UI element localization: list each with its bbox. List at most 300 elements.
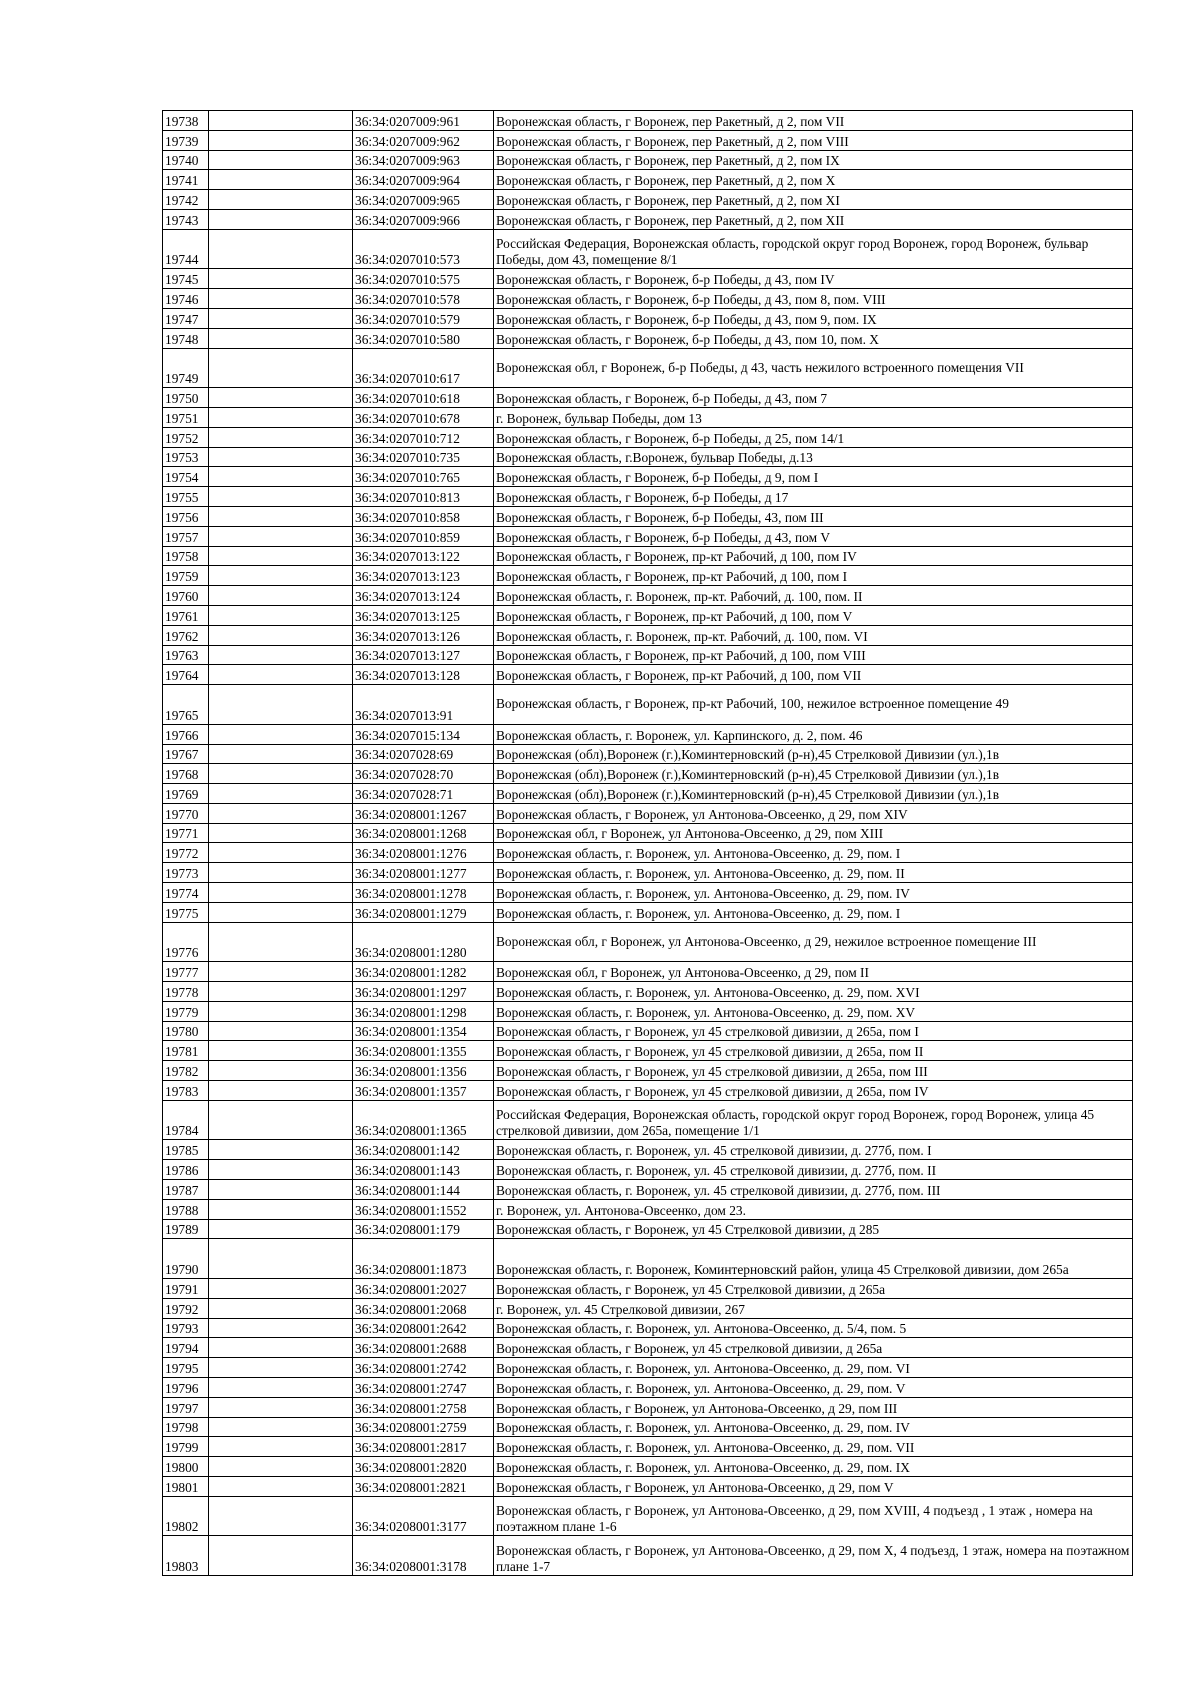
row-number-cell: 19759 <box>163 566 209 586</box>
row-number-cell: 19789 <box>163 1219 209 1239</box>
table-row <box>163 962 1133 982</box>
cadastral-number-cell: 36:34:0208001:1297 <box>353 982 494 1002</box>
address-cell: Воронежская область, г Воронеж, ул 45 стрелковой дивизии, д 265а, пом I <box>494 1021 1133 1041</box>
table-row <box>163 566 1133 586</box>
address-cell: Воронежская область, г Воронеж, ул Антонова-Овсеенко, д 29, пом XVIII, 4 подъезд , 1 этаж , номера на поэтажном плане 1-6 <box>494 1496 1133 1536</box>
row-number-cell: 19775 <box>163 902 209 922</box>
table-row <box>163 902 1133 922</box>
cadastral-number-cell: 36:34:0208001:2688 <box>353 1338 494 1358</box>
table-row <box>163 843 1133 863</box>
row-number-cell: 19749 <box>163 348 209 388</box>
table-row <box>163 506 1133 526</box>
table-row <box>163 209 1133 229</box>
address-cell: Воронежская область, г Воронеж, ул 45 Стрелковой дивизии, д 285 <box>494 1219 1133 1239</box>
row-number-cell: 19768 <box>163 764 209 784</box>
cadastral-number-cell: 36:34:0207013:125 <box>353 605 494 625</box>
table-row <box>163 1437 1133 1457</box>
address-cell: Воронежская область, г. Воронеж, ул. Антонова-Овсеенко, д. 29, пом. XVI <box>494 982 1133 1002</box>
address-cell: Воронежская область, г. Воронеж, ул. Антонова-Овсеенко, д. 5/4, пом. 5 <box>494 1318 1133 1338</box>
empty-cell <box>209 1417 353 1437</box>
address-cell: Воронежская область, г. Воронеж, ул. Антонова-Овсеенко, д. 29, пом. I <box>494 902 1133 922</box>
empty-cell <box>209 744 353 764</box>
cadastral-number-cell: 36:34:0208001:1267 <box>353 803 494 823</box>
cadastral-number-cell: 36:34:0208001:2642 <box>353 1318 494 1338</box>
table-row <box>163 1081 1133 1101</box>
table-row <box>163 982 1133 1002</box>
table-row <box>163 388 1133 408</box>
row-number-cell: 19776 <box>163 922 209 962</box>
row-number-cell: 19765 <box>163 685 209 725</box>
address-cell: Воронежская область, г. Воронеж, ул. Антонова-Овсеенко, д. 29, пом. I <box>494 843 1133 863</box>
row-number-cell: 19792 <box>163 1298 209 1318</box>
row-number-cell: 19744 <box>163 229 209 269</box>
cadastral-number-cell: 36:34:0207013:124 <box>353 586 494 606</box>
address-cell: Воронежская область, г Воронеж, пр-кт Рабочий, д 100, пом IV <box>494 546 1133 566</box>
address-cell: Воронежская область, г Воронеж, б-р Победы, д 43, пом 7 <box>494 388 1133 408</box>
empty-cell <box>209 1041 353 1061</box>
cadastral-number-cell: 36:34:0208001:1279 <box>353 902 494 922</box>
address-cell: г. Воронеж, ул. Антонова-Овсеенко, дом 23. <box>494 1199 1133 1219</box>
address-cell: г. Воронеж, бульвар Победы, дом 13 <box>494 407 1133 427</box>
empty-cell <box>209 1536 353 1576</box>
cadastral-number-cell: 36:34:0207010:580 <box>353 328 494 348</box>
empty-cell <box>209 427 353 447</box>
address-cell: Воронежская область, г Воронеж, б-р Победы, д 9, пом I <box>494 467 1133 487</box>
cadastral-number-cell: 36:34:0208001:1357 <box>353 1081 494 1101</box>
row-number-cell: 19755 <box>163 487 209 507</box>
row-number-cell: 19779 <box>163 1001 209 1021</box>
address-cell: Воронежская (обл),Воронеж (г.),Коминтерновский (р-н),45 Стрелковой Дивизии (ул.),1в <box>494 764 1133 784</box>
empty-cell <box>209 467 353 487</box>
cadastral-number-cell: 36:34:0208001:3178 <box>353 1536 494 1576</box>
row-number-cell: 19797 <box>163 1397 209 1417</box>
row-number-cell: 19790 <box>163 1239 209 1279</box>
address-cell: Воронежская (обл),Воронеж (г.),Коминтерновский (р-н),45 Стрелковой Дивизии (ул.),1в <box>494 784 1133 804</box>
address-cell: Воронежская область, г. Воронеж, пр-кт. Рабочий, д. 100, пом. II <box>494 586 1133 606</box>
empty-cell <box>209 586 353 606</box>
cadastral-number-cell: 36:34:0208001:2747 <box>353 1378 494 1398</box>
empty-cell <box>209 487 353 507</box>
table-row <box>163 487 1133 507</box>
table-row <box>163 1457 1133 1477</box>
empty-cell <box>209 605 353 625</box>
empty-cell <box>209 328 353 348</box>
address-cell: Воронежская обл, г Воронеж, ул Антонова-Овсеенко, д 29, пом XIII <box>494 823 1133 843</box>
row-number-cell: 19785 <box>163 1140 209 1160</box>
address-cell: Воронежская область, г. Воронеж, ул. 45 стрелковой дивизии, д. 277б, пом. II <box>494 1160 1133 1180</box>
row-number-cell: 19769 <box>163 784 209 804</box>
row-number-cell: 19764 <box>163 665 209 685</box>
table-row <box>163 724 1133 744</box>
cadastral-number-cell: 36:34:0207013:91 <box>353 685 494 725</box>
row-number-cell: 19799 <box>163 1437 209 1457</box>
table-row <box>163 1100 1133 1140</box>
address-cell: Воронежская область, г. Воронеж, ул. Антонова-Овсеенко, д. 29, пом. IV <box>494 883 1133 903</box>
row-number-cell: 19796 <box>163 1378 209 1398</box>
address-cell: Воронежская область, г Воронеж, пер Ракетный, д 2, пом VIII <box>494 130 1133 150</box>
row-number-cell: 19748 <box>163 328 209 348</box>
address-cell: Воронежская область, г Воронеж, ул Антонова-Овсеенко, д 29, пом III <box>494 1397 1133 1417</box>
cadastral-number-cell: 36:34:0208001:1365 <box>353 1100 494 1140</box>
empty-cell <box>209 1378 353 1398</box>
row-number-cell: 19773 <box>163 863 209 883</box>
table-row <box>163 1338 1133 1358</box>
empty-cell <box>209 685 353 725</box>
empty-cell <box>209 1437 353 1457</box>
empty-cell <box>209 1160 353 1180</box>
cadastral-number-cell: 36:34:0207010:813 <box>353 487 494 507</box>
table-row <box>163 883 1133 903</box>
row-number-cell: 19767 <box>163 744 209 764</box>
address-cell: Воронежская область, г Воронеж, ул 45 стрелковой дивизии, д 265а, пом II <box>494 1041 1133 1061</box>
empty-cell <box>209 130 353 150</box>
row-number-cell: 19788 <box>163 1199 209 1219</box>
address-cell: Воронежская область, г Воронеж, пр-кт Рабочий, д 100, пом VII <box>494 665 1133 685</box>
address-cell: Воронежская область, г. Воронеж, ул. 45 стрелковой дивизии, д. 277б, пом. III <box>494 1180 1133 1200</box>
empty-cell <box>209 625 353 645</box>
address-cell: Воронежская область, г Воронеж, пер Ракетный, д 2, пом X <box>494 170 1133 190</box>
table-row <box>163 229 1133 269</box>
cadastral-number-cell: 36:34:0207009:965 <box>353 190 494 210</box>
address-cell: Воронежская обл, г Воронеж, ул Антонова-Овсеенко, д 29, пом II <box>494 962 1133 982</box>
cadastral-number-cell: 36:34:0207010:735 <box>353 447 494 467</box>
table-row <box>163 1061 1133 1081</box>
table-row <box>163 685 1133 725</box>
address-cell: Воронежская область, г Воронеж, пер Ракетный, д 2, пом XI <box>494 190 1133 210</box>
empty-cell <box>209 1318 353 1338</box>
cadastral-number-cell: 36:34:0207028:69 <box>353 744 494 764</box>
cadastral-number-cell: 36:34:0207010:578 <box>353 289 494 309</box>
empty-cell <box>209 1496 353 1536</box>
address-cell: Воронежская область, г Воронеж, ул 45 стрелковой дивизии, д 265а, пом III <box>494 1061 1133 1081</box>
table-row <box>163 863 1133 883</box>
address-cell: Воронежская область, г. Воронеж, ул. Антонова-Овсеенко, д. 29, пом. V <box>494 1378 1133 1398</box>
address-cell: Воронежская область, г Воронеж, ул Антонова-Овсеенко, д 29, пом X, 4 подъезд, 1 этаж, номера на поэтажном плане 1-7 <box>494 1536 1133 1576</box>
empty-cell <box>209 348 353 388</box>
row-number-cell: 19781 <box>163 1041 209 1061</box>
address-cell: Воронежская область, г. Воронеж, ул. Антонова-Овсеенко, д. 29, пом. VI <box>494 1358 1133 1378</box>
address-cell: Воронежская область, г Воронеж, б-р Победы, д 17 <box>494 487 1133 507</box>
address-cell: Воронежская область, г Воронеж, пер Ракетный, д 2, пом IX <box>494 150 1133 170</box>
table-row <box>163 1358 1133 1378</box>
table-row <box>163 150 1133 170</box>
cadastral-number-cell: 36:34:0208001:2742 <box>353 1358 494 1378</box>
table-row <box>163 111 1133 131</box>
cadastral-number-cell: 36:34:0207010:712 <box>353 427 494 447</box>
table-row <box>163 1417 1133 1437</box>
empty-cell <box>209 1199 353 1219</box>
row-number-cell: 19758 <box>163 546 209 566</box>
table-row <box>163 1476 1133 1496</box>
cadastral-number-cell: 36:34:0207009:962 <box>353 130 494 150</box>
cadastral-number-cell: 36:34:0207010:575 <box>353 269 494 289</box>
row-number-cell: 19743 <box>163 209 209 229</box>
empty-cell <box>209 289 353 309</box>
address-cell: Воронежская область, г Воронеж, б-р Победы, д 43, пом 8, пом. VIII <box>494 289 1133 309</box>
row-number-cell: 19798 <box>163 1417 209 1437</box>
table-row <box>163 467 1133 487</box>
empty-cell <box>209 1358 353 1378</box>
address-cell: Российская Федерация, Воронежская область, городской округ город Воронеж, город Воронеж, улица 45 стрелковой дивизии, дом 265а, помещение 1/1 <box>494 1100 1133 1140</box>
table-row <box>163 427 1133 447</box>
table-row <box>163 1199 1133 1219</box>
address-cell: Воронежская область, г. Воронеж, ул. Карпинского, д. 2, пом. 46 <box>494 724 1133 744</box>
table-row <box>163 1378 1133 1398</box>
cadastral-number-cell: 36:34:0207009:961 <box>353 111 494 131</box>
address-cell: Воронежская область, г Воронеж, ул Антонова-Овсеенко, д 29, пом V <box>494 1476 1133 1496</box>
row-number-cell: 19763 <box>163 645 209 665</box>
cadastral-number-cell: 36:34:0207028:70 <box>353 764 494 784</box>
empty-cell <box>209 883 353 903</box>
empty-cell <box>209 229 353 269</box>
address-cell: Воронежская обл, г Воронеж, б-р Победы, д 43, часть нежилого встроенного помещения VII <box>494 348 1133 388</box>
cadastral-number-cell: 36:34:0208001:1278 <box>353 883 494 903</box>
row-number-cell: 19741 <box>163 170 209 190</box>
empty-cell <box>209 566 353 586</box>
table-row <box>163 1298 1133 1318</box>
address-cell: Воронежская область, г Воронеж, пр-кт Рабочий, 100, нежилое встроенное помещение 49 <box>494 685 1133 725</box>
row-number-cell: 19783 <box>163 1081 209 1101</box>
table-row <box>163 1140 1133 1160</box>
row-number-cell: 19745 <box>163 269 209 289</box>
row-number-cell: 19752 <box>163 427 209 447</box>
cadastral-number-cell: 36:34:0208001:1354 <box>353 1021 494 1041</box>
empty-cell <box>209 922 353 962</box>
cadastral-number-cell: 36:34:0208001:2068 <box>353 1298 494 1318</box>
address-cell: Воронежская область, г Воронеж, ул 45 стрелковой дивизии, д 265а, пом IV <box>494 1081 1133 1101</box>
row-number-cell: 19784 <box>163 1100 209 1140</box>
empty-cell <box>209 269 353 289</box>
address-cell: Воронежская область, г Воронеж, пер Ракетный, д 2, пом XII <box>494 209 1133 229</box>
row-number-cell: 19787 <box>163 1180 209 1200</box>
table-row <box>163 1219 1133 1239</box>
empty-cell <box>209 1061 353 1081</box>
address-cell: Воронежская область, г Воронеж, ул 45 стрелковой дивизии, д 265а <box>494 1338 1133 1358</box>
cadastral-number-cell: 36:34:0208001:1277 <box>353 863 494 883</box>
address-cell: Воронежская область, г Воронеж, пр-кт Рабочий, д 100, пом VIII <box>494 645 1133 665</box>
empty-cell <box>209 1100 353 1140</box>
row-number-cell: 19751 <box>163 407 209 427</box>
empty-cell <box>209 447 353 467</box>
row-number-cell: 19803 <box>163 1536 209 1576</box>
empty-cell <box>209 902 353 922</box>
cadastral-number-cell: 36:34:0207010:573 <box>353 229 494 269</box>
address-cell: Воронежская обл, г Воронеж, ул Антонова-Овсеенко, д 29, нежилое встроенное помещение III <box>494 922 1133 962</box>
row-number-cell: 19791 <box>163 1279 209 1299</box>
table-row <box>163 1397 1133 1417</box>
cadastral-number-cell: 36:34:0207010:858 <box>353 506 494 526</box>
cadastral-number-cell: 36:34:0207010:617 <box>353 348 494 388</box>
empty-cell <box>209 407 353 427</box>
cadastral-number-cell: 36:34:0208001:142 <box>353 1140 494 1160</box>
empty-cell <box>209 1298 353 1318</box>
row-number-cell: 19766 <box>163 724 209 744</box>
table-row <box>163 328 1133 348</box>
empty-cell <box>209 724 353 744</box>
address-cell: Воронежская область, г Воронеж, б-р Победы, 43, пом III <box>494 506 1133 526</box>
empty-cell <box>209 1081 353 1101</box>
address-cell: Воронежская область, г Воронеж, б-р Победы, д 43, пом IV <box>494 269 1133 289</box>
table-row <box>163 625 1133 645</box>
address-cell: Воронежская область, г Воронеж, пр-кт Рабочий, д 100, пом I <box>494 566 1133 586</box>
address-cell: Воронежская область, г Воронеж, б-р Победы, д 43, пом 10, пом. X <box>494 328 1133 348</box>
table-row <box>163 605 1133 625</box>
address-cell: Воронежская область, г. Воронеж, ул. Антонова-Овсеенко, д. 29, пом. VII <box>494 1437 1133 1457</box>
table-row <box>163 546 1133 566</box>
empty-cell <box>209 1457 353 1477</box>
table-row <box>163 190 1133 210</box>
row-number-cell: 19756 <box>163 506 209 526</box>
table-row <box>163 130 1133 150</box>
cadastral-number-cell: 36:34:0207010:678 <box>353 407 494 427</box>
row-number-cell: 19753 <box>163 447 209 467</box>
row-number-cell: 19746 <box>163 289 209 309</box>
address-cell: Воронежская (обл),Воронеж (г.),Коминтерновский (р-н),45 Стрелковой Дивизии (ул.),1в <box>494 744 1133 764</box>
row-number-cell: 19795 <box>163 1358 209 1378</box>
empty-cell <box>209 764 353 784</box>
cadastral-number-cell: 36:34:0207013:126 <box>353 625 494 645</box>
cadastral-number-cell: 36:34:0207013:128 <box>353 665 494 685</box>
cadastral-number-cell: 36:34:0207015:134 <box>353 724 494 744</box>
row-number-cell: 19738 <box>163 111 209 131</box>
address-cell: Воронежская область, г.Воронеж, бульвар Победы, д.13 <box>494 447 1133 467</box>
cadastral-number-cell: 36:34:0208001:1268 <box>353 823 494 843</box>
cadastral-number-cell: 36:34:0207009:964 <box>353 170 494 190</box>
table-row <box>163 1279 1133 1299</box>
table-row <box>163 1021 1133 1041</box>
address-cell: Воронежская область, г. Воронеж, ул. 45 стрелковой дивизии, д. 277б, пом. I <box>494 1140 1133 1160</box>
row-number-cell: 19794 <box>163 1338 209 1358</box>
table-row <box>163 784 1133 804</box>
empty-cell <box>209 1140 353 1160</box>
cadastral-number-cell: 36:34:0208001:2817 <box>353 1437 494 1457</box>
cadastral-number-cell: 36:34:0207009:963 <box>353 150 494 170</box>
empty-cell <box>209 1476 353 1496</box>
row-number-cell: 19802 <box>163 1496 209 1536</box>
table-row <box>163 289 1133 309</box>
cadastral-number-cell: 36:34:0207010:618 <box>353 388 494 408</box>
row-number-cell: 19772 <box>163 843 209 863</box>
empty-cell <box>209 1239 353 1279</box>
empty-cell <box>209 823 353 843</box>
empty-cell <box>209 645 353 665</box>
table-row <box>163 1041 1133 1061</box>
table-row <box>163 803 1133 823</box>
row-number-cell: 19777 <box>163 962 209 982</box>
cadastral-number-cell: 36:34:0208001:1873 <box>353 1239 494 1279</box>
empty-cell <box>209 784 353 804</box>
address-cell: Российская Федерация, Воронежская область, городской округ город Воронеж, город Воронеж, бульвар Победы, дом 43, помещение 8/1 <box>494 229 1133 269</box>
empty-cell <box>209 526 353 546</box>
row-number-cell: 19774 <box>163 883 209 903</box>
cadastral-number-cell: 36:34:0208001:2758 <box>353 1397 494 1417</box>
empty-cell <box>209 111 353 131</box>
empty-cell <box>209 1021 353 1041</box>
address-cell: Воронежская область, г Воронеж, б-р Победы, д 43, пом 9, пом. IX <box>494 308 1133 328</box>
table-row <box>163 1160 1133 1180</box>
cadastral-number-cell: 36:34:0207013:122 <box>353 546 494 566</box>
empty-cell <box>209 388 353 408</box>
empty-cell <box>209 1219 353 1239</box>
row-number-cell: 19793 <box>163 1318 209 1338</box>
address-cell: Воронежская область, г Воронеж, пр-кт Рабочий, д 100, пом V <box>494 605 1133 625</box>
table-row <box>163 447 1133 467</box>
table-row <box>163 823 1133 843</box>
table-row <box>163 645 1133 665</box>
row-number-cell: 19780 <box>163 1021 209 1041</box>
empty-cell <box>209 843 353 863</box>
cadastral-number-cell: 36:34:0208001:1552 <box>353 1199 494 1219</box>
empty-cell <box>209 1001 353 1021</box>
table-row <box>163 922 1133 962</box>
address-cell: Воронежская область, г Воронеж, ул Антонова-Овсеенко, д 29, пом XIV <box>494 803 1133 823</box>
address-cell: Воронежская область, г Воронеж, ул 45 Стрелковой дивизии, д 265а <box>494 1279 1133 1299</box>
cadastral-number-cell: 36:34:0208001:144 <box>353 1180 494 1200</box>
empty-cell <box>209 665 353 685</box>
row-number-cell: 19770 <box>163 803 209 823</box>
empty-cell <box>209 803 353 823</box>
table-row <box>163 1180 1133 1200</box>
address-cell: Воронежская область, г. Воронеж, Коминтерновский район, улица 45 Стрелковой дивизии, дом 265а <box>494 1239 1133 1279</box>
cadastral-number-cell: 36:34:0207013:127 <box>353 645 494 665</box>
table-row <box>163 1318 1133 1338</box>
table-row <box>163 348 1133 388</box>
row-number-cell: 19747 <box>163 308 209 328</box>
table-row <box>163 1239 1133 1279</box>
cadastral-number-cell: 36:34:0208001:1355 <box>353 1041 494 1061</box>
address-cell: Воронежская область, г. Воронеж, ул. Антонова-Овсеенко, д. 29, пом. IX <box>494 1457 1133 1477</box>
address-cell: Воронежская область, г. Воронеж, ул. Антонова-Овсеенко, д. 29, пом. IV <box>494 1417 1133 1437</box>
address-cell: Воронежская область, г Воронеж, б-р Победы, д 25, пом 14/1 <box>494 427 1133 447</box>
row-number-cell: 19771 <box>163 823 209 843</box>
table-row <box>163 1496 1133 1536</box>
row-number-cell: 19782 <box>163 1061 209 1081</box>
cadastral-number-cell: 36:34:0207013:123 <box>353 566 494 586</box>
cadastral-number-cell: 36:34:0207009:966 <box>353 209 494 229</box>
empty-cell <box>209 1180 353 1200</box>
empty-cell <box>209 1279 353 1299</box>
row-number-cell: 19761 <box>163 605 209 625</box>
cadastral-number-cell: 36:34:0208001:1356 <box>353 1061 494 1081</box>
empty-cell <box>209 506 353 526</box>
empty-cell <box>209 190 353 210</box>
cadastral-number-cell: 36:34:0207010:765 <box>353 467 494 487</box>
cadastral-number-cell: 36:34:0208001:2759 <box>353 1417 494 1437</box>
cadastral-table <box>162 110 1133 1576</box>
cadastral-number-cell: 36:34:0207010:859 <box>353 526 494 546</box>
cadastral-number-cell: 36:34:0208001:3177 <box>353 1496 494 1536</box>
cadastral-number-cell: 36:34:0208001:1276 <box>353 843 494 863</box>
cadastral-number-cell: 36:34:0207010:579 <box>353 308 494 328</box>
cadastral-number-cell: 36:34:0208001:2027 <box>353 1279 494 1299</box>
row-number-cell: 19786 <box>163 1160 209 1180</box>
empty-cell <box>209 863 353 883</box>
row-number-cell: 19742 <box>163 190 209 210</box>
address-cell: Воронежская область, г. Воронеж, ул. Антонова-Овсеенко, д. 29, пом. II <box>494 863 1133 883</box>
empty-cell <box>209 308 353 328</box>
cadastral-number-cell: 36:34:0208001:143 <box>353 1160 494 1180</box>
row-number-cell: 19757 <box>163 526 209 546</box>
table-row <box>163 269 1133 289</box>
cadastral-number-cell: 36:34:0208001:179 <box>353 1219 494 1239</box>
table-row <box>163 586 1133 606</box>
row-number-cell: 19778 <box>163 982 209 1002</box>
row-number-cell: 19739 <box>163 130 209 150</box>
row-number-cell: 19750 <box>163 388 209 408</box>
address-cell: Воронежская область, г. Воронеж, пр-кт. Рабочий, д. 100, пом. VI <box>494 625 1133 645</box>
table-row <box>163 170 1133 190</box>
table-row <box>163 665 1133 685</box>
